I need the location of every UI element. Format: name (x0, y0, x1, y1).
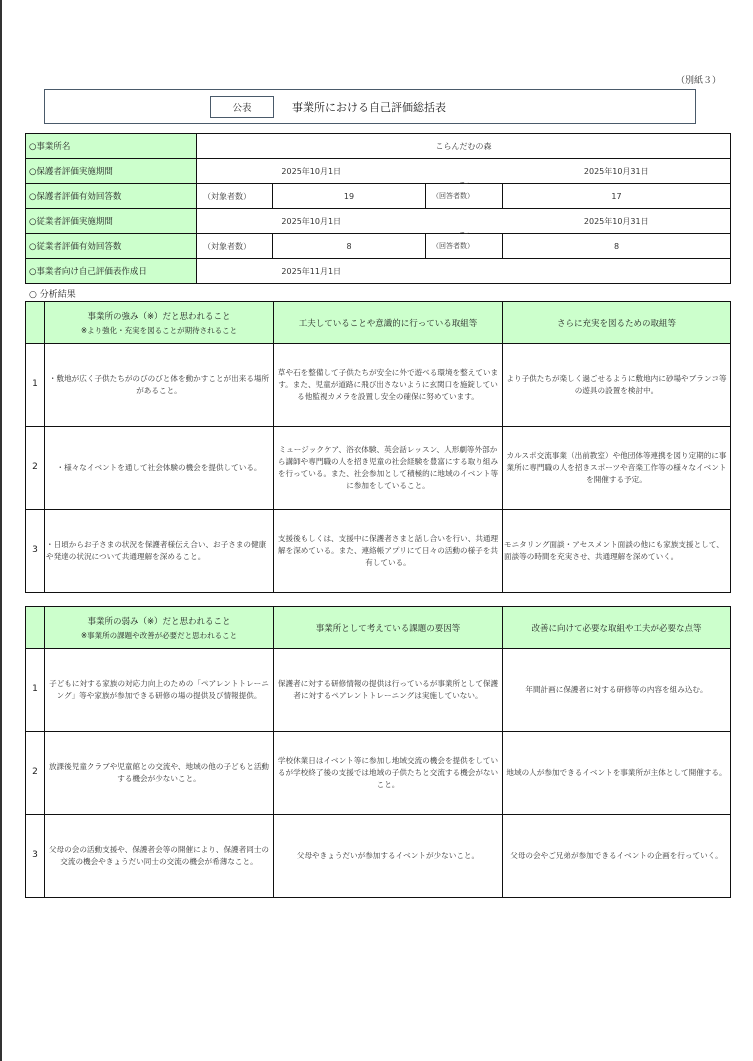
info-row-guardian-period (26, 159, 731, 184)
enhancement-text: より子供たちが楽しく過ごせるように敷地内に砂場やブランコ等の遊具の設置を検討中。 (503, 344, 731, 427)
table-row (26, 344, 731, 427)
created-date-label: ○事業者向け自己評価表作成日 (26, 259, 197, 284)
table-row (26, 815, 731, 898)
weakness-text: 子どもに対する家族の対応力向上のための「ペアレントトレーニング」等や家族が参加できる研修の場の提供及び情報提供。 (45, 649, 274, 732)
cause-text: 学校休業日はイベント等に参加し地域交流の機会を提供をしているが学校終了後の支援では地域の子供たちと交流する機会がないこと。 (274, 732, 503, 815)
effort-text: 支援後もしくは、支援中に保護者さまと話し合いを行い、共通理解を深めている。また、連絡帳アプリにて日々の活動の様子を共有している。 (274, 510, 503, 593)
analysis-section-label: ○ 分析結果 (29, 290, 76, 300)
cause-text: 保護者に対する研修情報の提供は行っているが事業所として保護者に対するペアレントトレーニングは実施していない。 (274, 649, 503, 732)
staff-period-start: 2025年10月1日 (281, 216, 342, 226)
row-number: 2 (26, 427, 45, 510)
staff-respondent-count: 8 (503, 234, 731, 259)
staff-target-count: 8 (273, 234, 426, 259)
facility-name-label: ○事業所名 (26, 134, 197, 159)
strength-text: ・様々なイベントを通して社会体験の機会を提供している。 (45, 427, 274, 510)
table-row (26, 427, 731, 510)
table-row (26, 510, 731, 593)
strengths-col1-header (45, 302, 274, 344)
public-badge: 公表 (210, 96, 274, 118)
weaknesses-col1-note: ※事業所の課題や改善が必要だと思われること (80, 630, 238, 640)
row-number: 3 (26, 815, 45, 898)
weaknesses-col2-header: 事業所として考えている課題の要因等 (274, 607, 503, 649)
effort-text: 草や石を整備して子供たちが安全に外で遊べる環境を整えています。また、児童が道路に飛び出さないように玄関口を施錠している他監視カメラを設置し安全の確保に努めています。 (274, 344, 503, 427)
weaknesses-header-row (26, 607, 731, 649)
strengths-table (25, 301, 731, 593)
guardian-target-count: 19 (273, 184, 426, 209)
info-row-facility-name (26, 134, 731, 159)
weaknesses-col3-header: 改善に向けて必要な取組や工夫が必要な点等 (503, 607, 731, 649)
strengths-col2-header: 工夫していることや意識的に行っている取組等 (274, 302, 503, 344)
info-row-created-date (26, 259, 731, 284)
weakness-text: 放課後児童クラブや児童館との交流や、地域の他の子どもと活動する機会が少ないこと。 (45, 732, 274, 815)
guardian-period-start: 2025年10月1日 (281, 166, 342, 176)
table-row (26, 649, 731, 732)
strengths-col3-header: さらに充実を図るための取組等 (503, 302, 731, 344)
guardian-period-end: 2025年10月31日 (503, 159, 731, 184)
weakness-text: 父母の会の活動支援や、保護者会等の開催により、保護者同士の交流の機会やきょうだい同士の交流の機会が希薄なこと。 (45, 815, 274, 898)
strength-text: ・敷地が広く子供たちがのびのびと体を動かすことが出来る場所があること。 (45, 344, 274, 427)
weaknesses-num-header (26, 607, 45, 649)
guardian-respondent-label: （回答者数） (426, 184, 503, 209)
guardian-respondent-count: 17 (503, 184, 731, 209)
page-title: 事業所における自己評価総括表 (292, 101, 446, 114)
strengths-col1-title: 事業所の強み（※）だと思われること (87, 311, 231, 322)
row-number: 1 (26, 344, 45, 427)
row-number: 1 (26, 649, 45, 732)
table-row (26, 732, 731, 815)
created-date-value: 2025年11月1日 (197, 259, 426, 284)
staff-respondent-label: （回答者数） (426, 234, 503, 259)
cause-text: 父母やきょうだいが参加するイベントが少ないこと。 (274, 815, 503, 898)
strengths-num-header (26, 302, 45, 344)
window-left-edge (0, 0, 2, 1061)
facility-name-value: こらんだむの森 (197, 134, 731, 159)
improvement-text: 父母の会やご兄弟が参加できるイベントの企画を行っていく。 (503, 815, 731, 898)
improvement-text: 年間計画に保護者に対する研修等の内容を組み込む。 (503, 649, 731, 732)
guardian-period-tilde-cell (426, 159, 503, 190)
staff-period-start-cell (197, 209, 426, 234)
staff-responses-label: ○従業者評価有効回答数 (26, 234, 197, 259)
staff-target-label: （対象者数） (197, 234, 273, 259)
info-row-guardian-responses (26, 184, 731, 209)
guardian-responses-label: ○保護者評価有効回答数 (26, 184, 197, 209)
row-number: 3 (26, 510, 45, 593)
weaknesses-col1-header (45, 607, 274, 649)
info-row-staff-responses (26, 234, 731, 259)
weaknesses-table (25, 606, 731, 898)
row-number: 2 (26, 732, 45, 815)
effort-text: ミュージックケア、浴衣体験、英会話レッスン、人形劇等外部から講師や専門職の人を招き児童の社会経験を豊富にする取り組みを行っている。また、社会参加として積極的に地域のイベント等に参加をしていること。 (274, 427, 503, 510)
enhancement-text: カルスポ交流事業（出前教室）や他団体等連携を図り定期的に事業所に専門職の人を招きスポーツや音楽工作等の様々なイベントを開催する予定。 (503, 427, 731, 510)
created-date-blank (426, 259, 731, 284)
guardian-period-label: ○保護者評価実施期間 (26, 159, 197, 184)
title-box (44, 89, 696, 124)
period-tilde: ～ (459, 229, 469, 240)
strengths-header-row (26, 302, 731, 344)
guardian-period-start-cell (197, 159, 426, 184)
staff-period-label: ○従業者評価実施期間 (26, 209, 197, 234)
enhancement-text: モニタリング面談・アセスメント面談の他にも家族支援として、面談等の時間を充実させ、共通理解を深めていく。 (503, 510, 731, 593)
weaknesses-col1-title: 事業所の弱み（※）だと思われること (87, 616, 231, 627)
guardian-target-label: （対象者数） (197, 184, 273, 209)
period-tilde: ～ (459, 179, 469, 190)
facility-info-table (25, 133, 731, 284)
improvement-text: 地域の人が参加できるイベントを事業所が主体として開催する。 (503, 732, 731, 815)
appendix-label: （別紙３） (675, 76, 721, 86)
info-row-staff-period (26, 209, 731, 234)
strength-text: ・日頃からお子さまの状況を保護者様伝え合い、お子さまの健康や発達の状況について共通理解を深めること。 (45, 510, 274, 593)
strengths-col1-note: ※より強化・充実を図ることが期待されること (80, 325, 238, 335)
staff-period-tilde-cell (426, 209, 503, 240)
staff-period-end: 2025年10月31日 (503, 209, 731, 234)
